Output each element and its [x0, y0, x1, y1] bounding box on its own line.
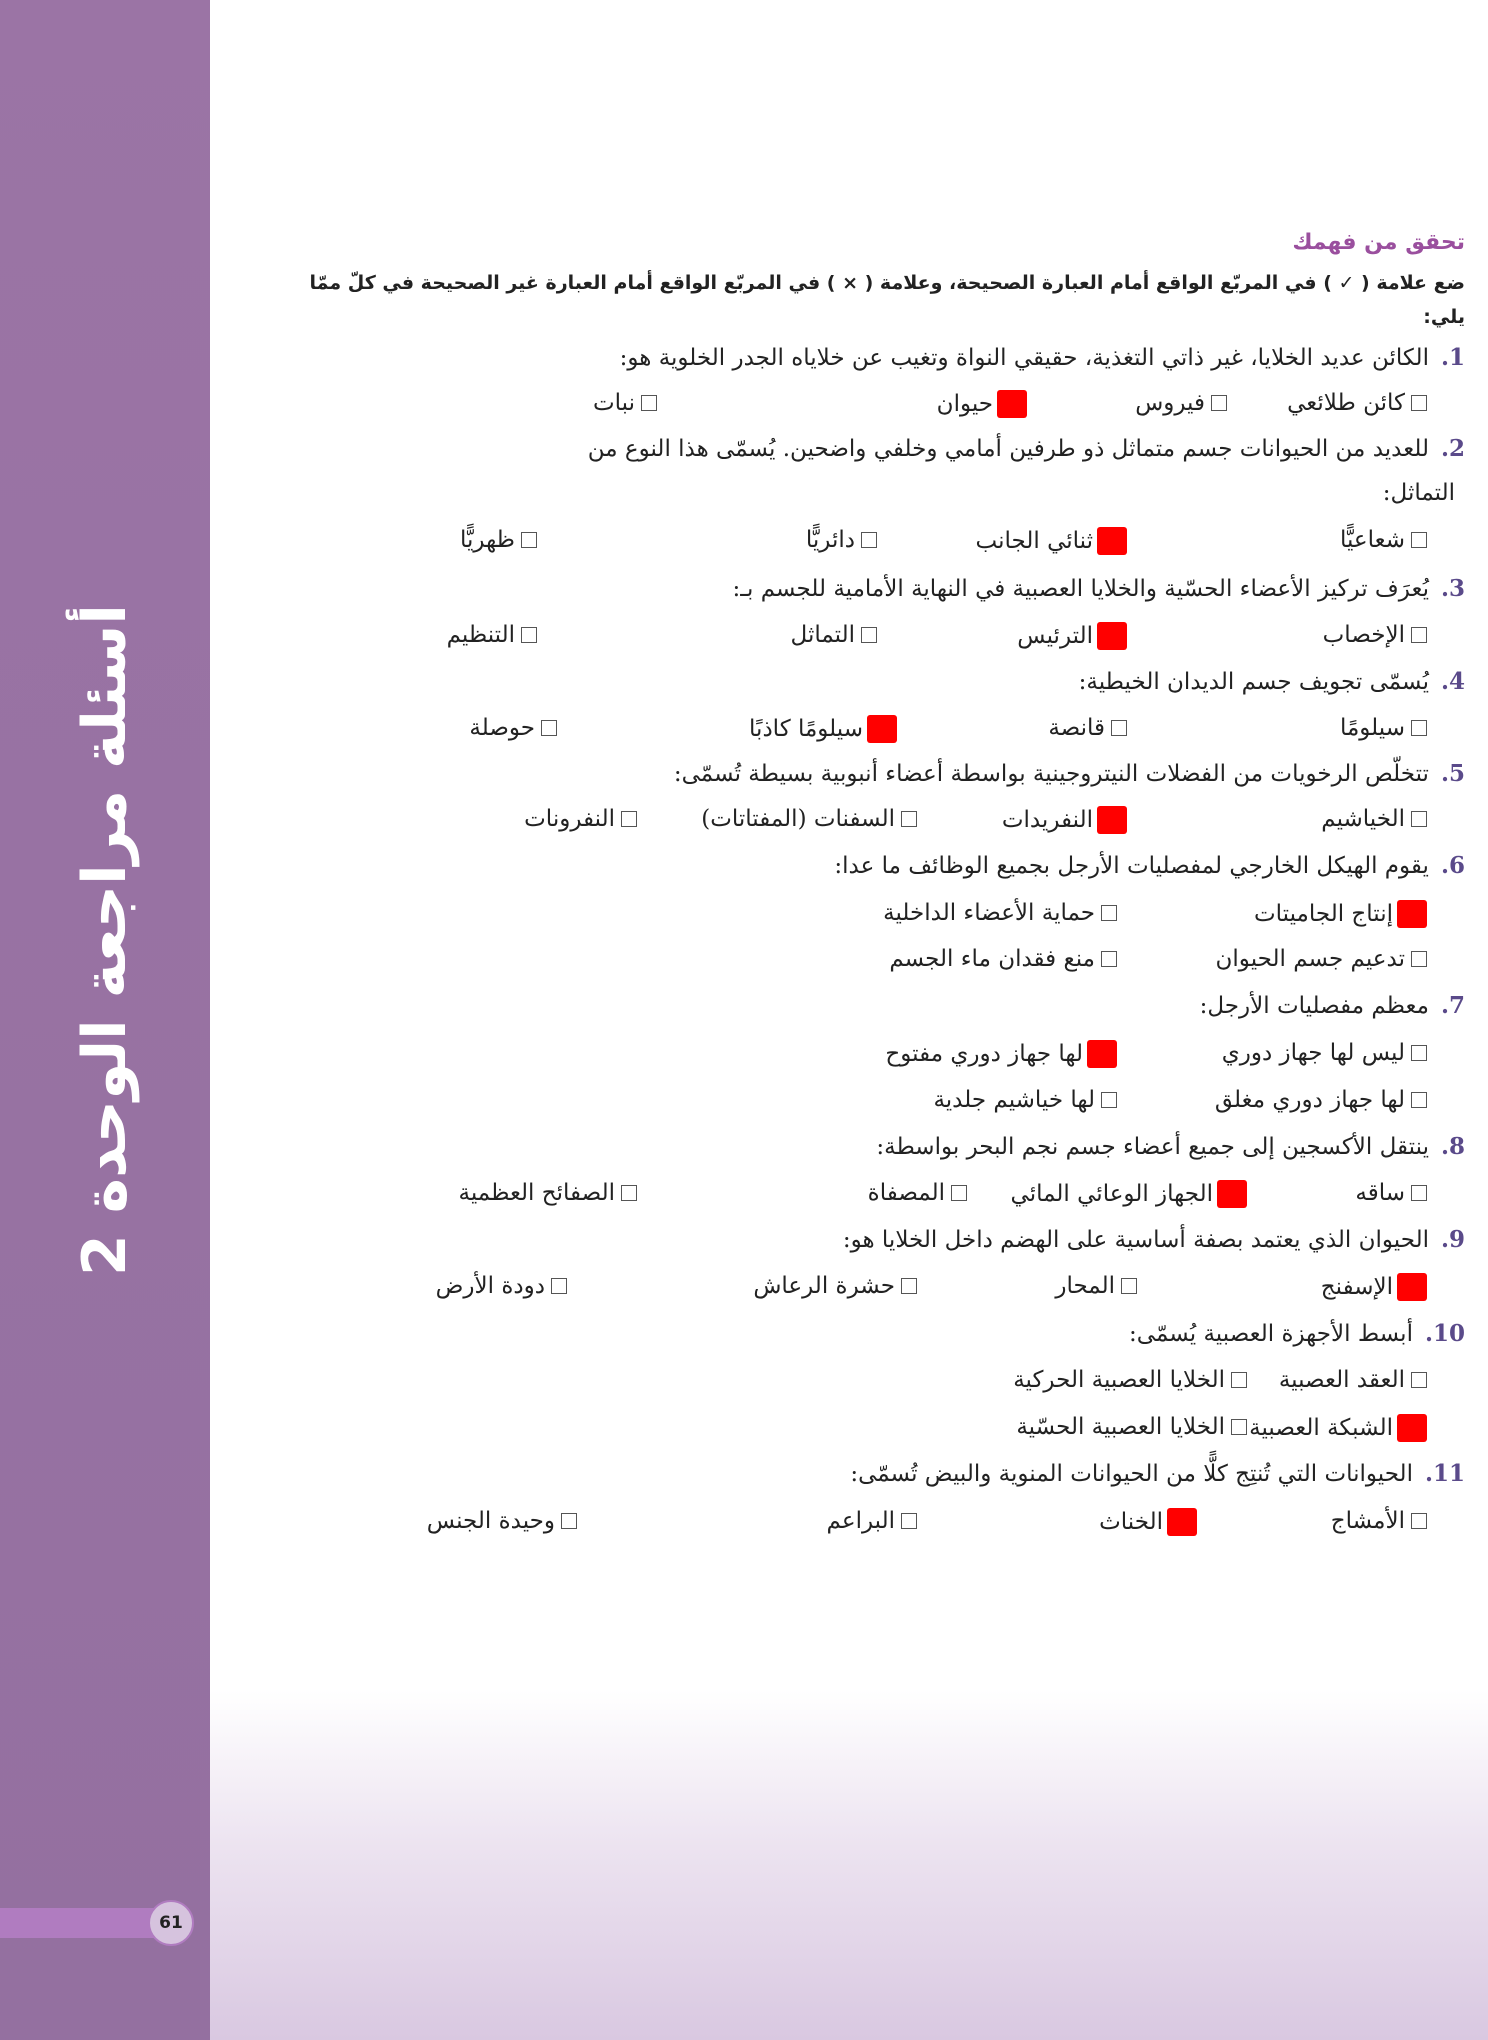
question-text: يقوم الهيكل الخارجي لمفصليات الأرجل بجميع الوظائف ما عدا:	[834, 853, 1429, 879]
question-number: 8.	[1440, 1133, 1465, 1160]
answer-option[interactable]	[1254, 900, 1427, 928]
answer-option[interactable]	[1099, 1508, 1197, 1536]
selected-answer-mark[interactable]	[867, 715, 897, 743]
answer-checkbox[interactable]	[541, 720, 557, 736]
answer-option-label: لها جهاز دوري مفتوح	[885, 1041, 1083, 1067]
answer-option-label: ثنائي الجانب	[975, 528, 1093, 554]
question-6-stem	[834, 852, 1465, 879]
review-questions	[240, 0, 1465, 1690]
answer-option-label: المصفاة	[867, 1180, 945, 1206]
answer-option-label: الخلايا العصبية الحركية	[1013, 1367, 1225, 1393]
answer-option[interactable]	[1016, 1414, 1247, 1440]
answer-checkbox[interactable]	[1411, 627, 1427, 643]
sidebar-title: أسئلة مراجعة الوحدة 2	[70, 604, 140, 1276]
answer-option-label: ليس لها جهاز دوري	[1221, 1040, 1405, 1066]
answer-option[interactable]	[1048, 715, 1127, 741]
instructions-line-1: ضع علامة ( ✓ ) في المربّع الواقع أمام العبارة الصحيحة، وعلامة ( × ) في المربّع الواقع أمام العبارة غير الصحيحة في كلّ ممّا	[309, 272, 1465, 294]
answer-option-label: التماثل	[790, 622, 855, 648]
answer-option-label: السفنات (المفتاتات)	[701, 806, 895, 832]
answer-checkbox[interactable]	[1411, 1092, 1427, 1108]
answer-option[interactable]	[753, 1273, 917, 1299]
question-text: الحيوان الذي يعتمد بصفة أساسية على الهضم داخل الخلايا هو:	[842, 1227, 1429, 1253]
answer-checkbox[interactable]	[1411, 951, 1427, 967]
answer-option[interactable]	[436, 1273, 567, 1299]
answer-option-label: قانصة	[1048, 715, 1105, 741]
answer-option-label: الخياشيم	[1321, 806, 1405, 832]
instructions-line-2: يلي:	[1423, 306, 1465, 328]
answer-checkbox[interactable]	[1411, 1513, 1427, 1529]
answer-checkbox[interactable]	[1121, 1278, 1137, 1294]
page-number: 61	[148, 1900, 194, 1946]
answer-checkbox[interactable]	[901, 1278, 917, 1294]
question-1-stem	[620, 344, 1465, 371]
question-number: 9.	[1440, 1226, 1465, 1253]
question-number: 5.	[1440, 760, 1465, 787]
answer-checkbox[interactable]	[951, 1185, 967, 1201]
question-text: الحيوانات التي تُنتِج كلًّا من الحيوانات المنوية والبيض تُسمّى:	[850, 1461, 1413, 1487]
question-text: الكائن عديد الخلايا، غير ذاتي التغذية، حقيقي النواة وتغيب عن خلاياه الجدر الخلوية هو:	[619, 345, 1429, 371]
answer-option-label: منع فقدان ماء الجسم	[889, 946, 1095, 972]
selected-answer-mark[interactable]	[1087, 1040, 1117, 1068]
question-8-stem	[876, 1133, 1465, 1160]
answer-option[interactable]	[460, 527, 537, 553]
answer-option[interactable]	[1340, 715, 1427, 741]
answer-checkbox[interactable]	[521, 532, 537, 548]
answer-option-label: حيوان	[936, 391, 993, 417]
answer-checkbox[interactable]	[901, 1513, 917, 1529]
answer-option-label: حشرة الرعاش	[753, 1273, 895, 1299]
answer-option[interactable]	[459, 1180, 637, 1206]
unit-sidebar	[0, 0, 210, 2040]
answer-option-label: البراعم	[826, 1508, 895, 1534]
question-2-stem	[1383, 480, 1455, 506]
question-number: 11.	[1424, 1460, 1465, 1487]
question-3-stem	[733, 575, 1465, 602]
page-number-tab	[0, 1900, 210, 1946]
answer-option-label: نبات	[592, 390, 635, 416]
question-text: يُعرَف تركيز الأعضاء الحسّية والخلايا العصبية في النهاية الأمامية للجسم بـ:	[732, 576, 1429, 602]
question-number: 10.	[1424, 1320, 1465, 1347]
answer-option[interactable]	[1279, 1367, 1427, 1393]
answer-checkbox[interactable]	[1411, 1185, 1427, 1201]
answer-option[interactable]	[1287, 390, 1427, 416]
answer-option-label: كائن طلائعي	[1287, 390, 1405, 416]
answer-option[interactable]	[1249, 1414, 1427, 1442]
answer-option[interactable]	[937, 390, 1027, 418]
answer-checkbox[interactable]	[641, 395, 657, 411]
answer-option[interactable]	[524, 806, 637, 832]
answer-option-label: لها جهاز دوري مغلق	[1214, 1087, 1405, 1113]
answer-option-label: النفريدات	[1001, 807, 1093, 833]
answer-option-label: المحار	[1055, 1273, 1115, 1299]
answer-checkbox[interactable]	[621, 811, 637, 827]
answer-option[interactable]	[827, 1508, 917, 1534]
answer-option-label: شعاعيًّا	[1339, 527, 1405, 553]
question-text: التماثل:	[1382, 480, 1455, 506]
answer-option-label: العقد العصبية	[1278, 1367, 1405, 1393]
page-number-bar	[0, 1908, 155, 1938]
answer-checkbox[interactable]	[1411, 1372, 1427, 1388]
answer-option[interactable]	[447, 622, 537, 648]
question-number: 2.	[1440, 435, 1465, 462]
answer-option[interactable]	[469, 715, 557, 741]
answer-option-label: دائريًّا	[805, 527, 855, 553]
answer-option[interactable]	[1002, 806, 1127, 834]
answer-option[interactable]	[1215, 1087, 1427, 1113]
selected-answer-mark[interactable]	[1397, 1414, 1427, 1442]
answer-option-label: الجهاز الوعائي المائي	[1010, 1181, 1213, 1207]
answer-option-label: الخلايا العصبية الحسّية	[1016, 1414, 1225, 1440]
answer-option[interactable]	[933, 1087, 1117, 1113]
question-text: يُسمّى تجويف جسم الديدان الخيطية:	[1078, 669, 1429, 695]
answer-checkbox[interactable]	[861, 532, 877, 548]
section-title: تحقق من فهمك	[1292, 230, 1465, 255]
answer-option-label: سيلومًا كاذبًا	[749, 716, 863, 742]
answer-option[interactable]	[1017, 622, 1127, 650]
answer-option-label: ظهريًّا	[459, 527, 515, 553]
question-number: 6.	[1440, 852, 1465, 879]
answer-option[interactable]	[883, 900, 1117, 926]
answer-option-label: الصفائح العظمية	[458, 1180, 615, 1206]
question-9-stem	[843, 1226, 1465, 1253]
answer-checkbox[interactable]	[1111, 720, 1127, 736]
answer-option-label: دودة الأرض	[435, 1273, 545, 1299]
answer-checkbox[interactable]	[1411, 532, 1427, 548]
answer-option[interactable]	[1055, 1273, 1137, 1299]
question-text: للعديد من الحيوانات جسم متماثل ذو طرفين أمامي وخلفي واضحين. يُسمّى هذا النوع من	[587, 436, 1429, 462]
question-number: 7.	[1440, 992, 1465, 1019]
answer-option[interactable]	[889, 946, 1117, 972]
answer-option-label: سيلومًا	[1339, 715, 1405, 741]
answer-option[interactable]	[1331, 1508, 1427, 1534]
selected-answer-mark[interactable]	[1097, 806, 1127, 834]
question-number: 1.	[1440, 344, 1465, 371]
answer-option-label: حوصلة	[469, 715, 535, 741]
answer-option-label: الشبكة العصبية	[1249, 1415, 1393, 1441]
answer-option-label: حماية الأعضاء الداخلية	[883, 900, 1095, 926]
question-text: ينتقل الأكسجين إلى جميع أعضاء جسم نجم البحر بواسطة:	[876, 1134, 1429, 1160]
answer-checkbox[interactable]	[1231, 1372, 1247, 1388]
question-4-stem	[1079, 668, 1465, 695]
question-number: 4.	[1440, 668, 1465, 695]
answer-option-label: الترئيس	[1017, 623, 1093, 649]
question-text: معظم مفصليات الأرجل:	[1199, 993, 1429, 1019]
answer-checkbox[interactable]	[561, 1513, 577, 1529]
answer-checkbox[interactable]	[901, 811, 917, 827]
question-number: 3.	[1440, 575, 1465, 602]
answer-option[interactable]	[1135, 390, 1227, 416]
answer-option-label: الأمشاج	[1330, 1508, 1405, 1534]
answer-checkbox[interactable]	[551, 1278, 567, 1294]
answer-option[interactable]	[427, 1508, 577, 1534]
answer-option-label: لها خياشيم جلدية	[933, 1087, 1095, 1113]
answer-checkbox[interactable]	[861, 627, 877, 643]
answer-option-label: الإسفنج	[1320, 1274, 1393, 1300]
answer-option-label: الخناث	[1099, 1509, 1163, 1535]
selected-answer-mark[interactable]	[997, 390, 1027, 418]
answer-checkbox[interactable]	[1231, 1419, 1247, 1435]
selected-answer-mark[interactable]	[1397, 1273, 1427, 1301]
answer-option[interactable]	[1216, 946, 1427, 972]
question-2-stem	[588, 435, 1465, 462]
answer-checkbox[interactable]	[1211, 395, 1227, 411]
answer-checkbox[interactable]	[1411, 1045, 1427, 1061]
answer-checkbox[interactable]	[621, 1185, 637, 1201]
answer-option[interactable]	[791, 622, 877, 648]
answer-checkbox[interactable]	[1411, 811, 1427, 827]
answer-option-label: ساقه	[1355, 1180, 1405, 1206]
answer-option[interactable]	[1321, 806, 1427, 832]
answer-option[interactable]	[1323, 622, 1427, 648]
answer-option[interactable]	[1355, 1180, 1427, 1206]
answer-option[interactable]	[749, 715, 897, 743]
question-10-stem	[1129, 1320, 1465, 1347]
answer-option[interactable]	[593, 390, 657, 416]
answer-option-label: إنتاج الجاميتات	[1253, 901, 1393, 927]
answer-option[interactable]	[1013, 1367, 1247, 1393]
answer-option-label: التنظيم	[446, 622, 515, 648]
answer-checkbox[interactable]	[521, 627, 537, 643]
answer-option-label: النفرونات	[524, 806, 615, 832]
answer-option[interactable]	[976, 527, 1127, 555]
answer-checkbox[interactable]	[1411, 395, 1427, 411]
question-7-stem	[1200, 992, 1465, 1019]
selected-answer-mark[interactable]	[1397, 900, 1427, 928]
answer-checkbox[interactable]	[1101, 951, 1117, 967]
answer-option-label: الإخصاب	[1322, 622, 1405, 648]
selected-answer-mark[interactable]	[1217, 1180, 1247, 1208]
selected-answer-mark[interactable]	[1097, 527, 1127, 555]
answer-option[interactable]	[701, 806, 917, 832]
answer-option[interactable]	[1222, 1040, 1427, 1066]
bottom-gradient	[210, 1690, 1488, 2040]
answer-option-label: وحيدة الجنس	[426, 1508, 555, 1534]
answer-option-label: تدعيم جسم الحيوان	[1215, 946, 1405, 972]
selected-answer-mark[interactable]	[1167, 1508, 1197, 1536]
answer-option[interactable]	[806, 527, 877, 553]
selected-answer-mark[interactable]	[1097, 622, 1127, 650]
question-5-stem	[674, 760, 1465, 787]
answer-option[interactable]	[885, 1040, 1117, 1068]
answer-option[interactable]	[1321, 1273, 1427, 1301]
question-11-stem	[850, 1460, 1465, 1487]
answer-option[interactable]	[1011, 1180, 1247, 1208]
answer-option[interactable]	[868, 1180, 967, 1206]
question-text: تتخلّص الرخويات من الفضلات النيتروجينية بواسطة أعضاء أنبوبية بسيطة تُسمّى:	[673, 761, 1429, 787]
question-text: أبسط الأجهزة العصبية يُسمّى:	[1129, 1321, 1413, 1347]
answer-option[interactable]	[1340, 527, 1427, 553]
answer-checkbox[interactable]	[1411, 720, 1427, 736]
answer-checkbox[interactable]	[1101, 1092, 1117, 1108]
answer-checkbox[interactable]	[1101, 905, 1117, 921]
answer-option-label: فيروس	[1135, 390, 1205, 416]
